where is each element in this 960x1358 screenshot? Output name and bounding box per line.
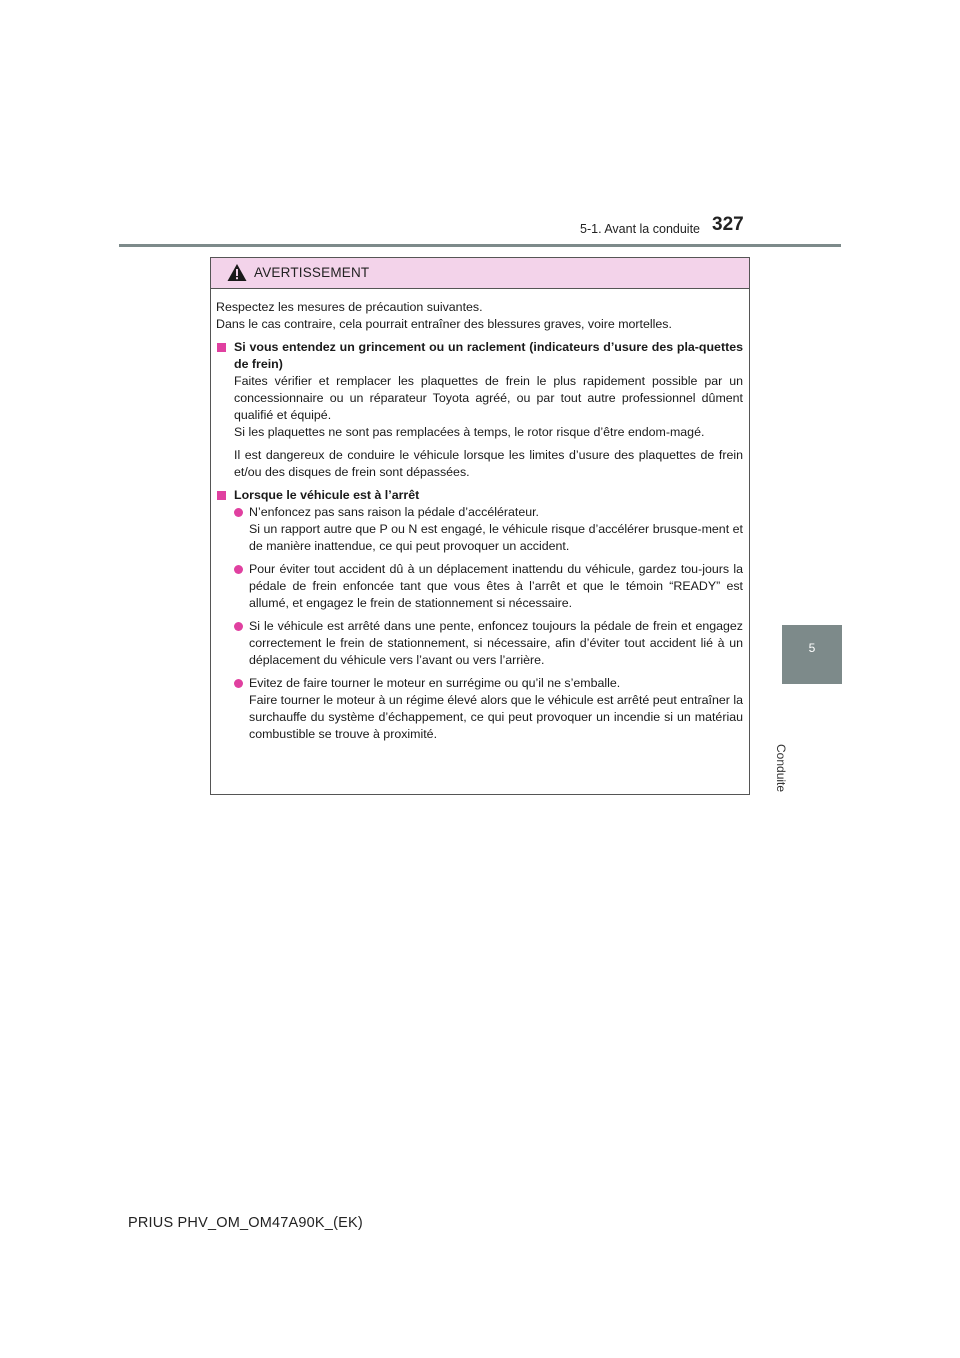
section-title: Lorsque le véhicule est à l’arrêt <box>234 488 420 502</box>
document-code: PRIUS PHV_OM_OM47A90K_(EK) <box>128 1215 363 1231</box>
square-bullet-icon <box>217 491 226 500</box>
bullet-line: Si un rapport autre que P ou N est engagé, le véhicule risque d’accélérer brusque-ment et de manière inattendue, ce qui peut provoquer un accident. <box>249 522 743 553</box>
list-item <box>234 504 743 555</box>
list-item <box>234 561 743 612</box>
warning-body <box>211 289 749 743</box>
chapter-tab-label <box>774 692 812 793</box>
round-bullet-icon <box>234 508 243 517</box>
warning-title: AVERTISSEMENT <box>254 265 370 280</box>
section-paragraph: Faites vérifier et remplacer les plaquettes de frein le plus rapidement possible par un concessionnaire ou un réparateur Toyota agréé, ou par tout autre professionnel dûment qualifié et équipé. <box>234 374 743 422</box>
section-vehicle-stopped <box>216 487 743 743</box>
section-brake-wear <box>216 339 743 481</box>
round-bullet-icon <box>234 622 243 631</box>
header-rule <box>119 244 841 247</box>
section-header: 5-1. Avant la conduite <box>580 222 700 236</box>
warning-intro <box>216 299 743 333</box>
section-paragraph: Il est dangereux de conduire le véhicule lorsque les limites d’usure des plaquettes de frein et/ou des disques de frein sont dépassées. <box>234 448 743 479</box>
warning-box <box>210 257 750 795</box>
bullet-line: Si le véhicule est arrêté dans une pente, enfoncez toujours la pédale de frein et engagez correctement le frein de stationnement, si nécessaire, afin d’éviter tout accident lié à un déplacement du véhicule vers l’avant ou vers l’arrière. <box>249 619 743 667</box>
bullet-line: Pour éviter tout accident dû à un déplacement inattendu du véhicule, gardez tou-jours la pédale de frein enfoncée tant que vous êtes à l’arrêt et que le témoin “READY” est allumé, et engagez le frein de stationnement si nécessaire. <box>249 562 743 610</box>
intro-line: Dans le cas contraire, cela pourrait entraîner des blessures graves, voire mortelles. <box>216 317 672 331</box>
square-bullet-icon <box>217 343 226 352</box>
round-bullet-icon <box>234 565 243 574</box>
round-bullet-icon <box>234 679 243 688</box>
chapter-label-text: Conduite <box>774 744 788 793</box>
intro-line: Respectez les mesures de précaution suivantes. <box>216 300 483 314</box>
warning-header <box>211 258 749 289</box>
page-number: 327 <box>712 214 744 235</box>
chapter-tab-number: 5 <box>808 641 816 655</box>
bullet-line: Faire tourner le moteur à un régime élevé alors que le véhicule est arrêté peut entraîner la surchauffe du système d’échappement, ce qui peut provoquer un incendie si un matériau combustible se trouve à proximité. <box>249 693 743 741</box>
list-item <box>234 675 743 743</box>
section-title: Si vous entendez un grincement ou un raclement (indicateurs d’usure des pla-quettes de frein) <box>234 340 743 371</box>
bullet-line: N’enfoncez pas sans raison la pédale d’accélérateur. <box>249 505 539 519</box>
list-item <box>234 618 743 669</box>
warning-triangle-icon <box>227 263 247 282</box>
bullet-line: Evitez de faire tourner le moteur en surrégime ou qu’il ne s’emballe. <box>249 676 621 690</box>
section-paragraph: Si les plaquettes ne sont pas remplacées à temps, le rotor risque d’être endom-magé. <box>234 425 705 439</box>
